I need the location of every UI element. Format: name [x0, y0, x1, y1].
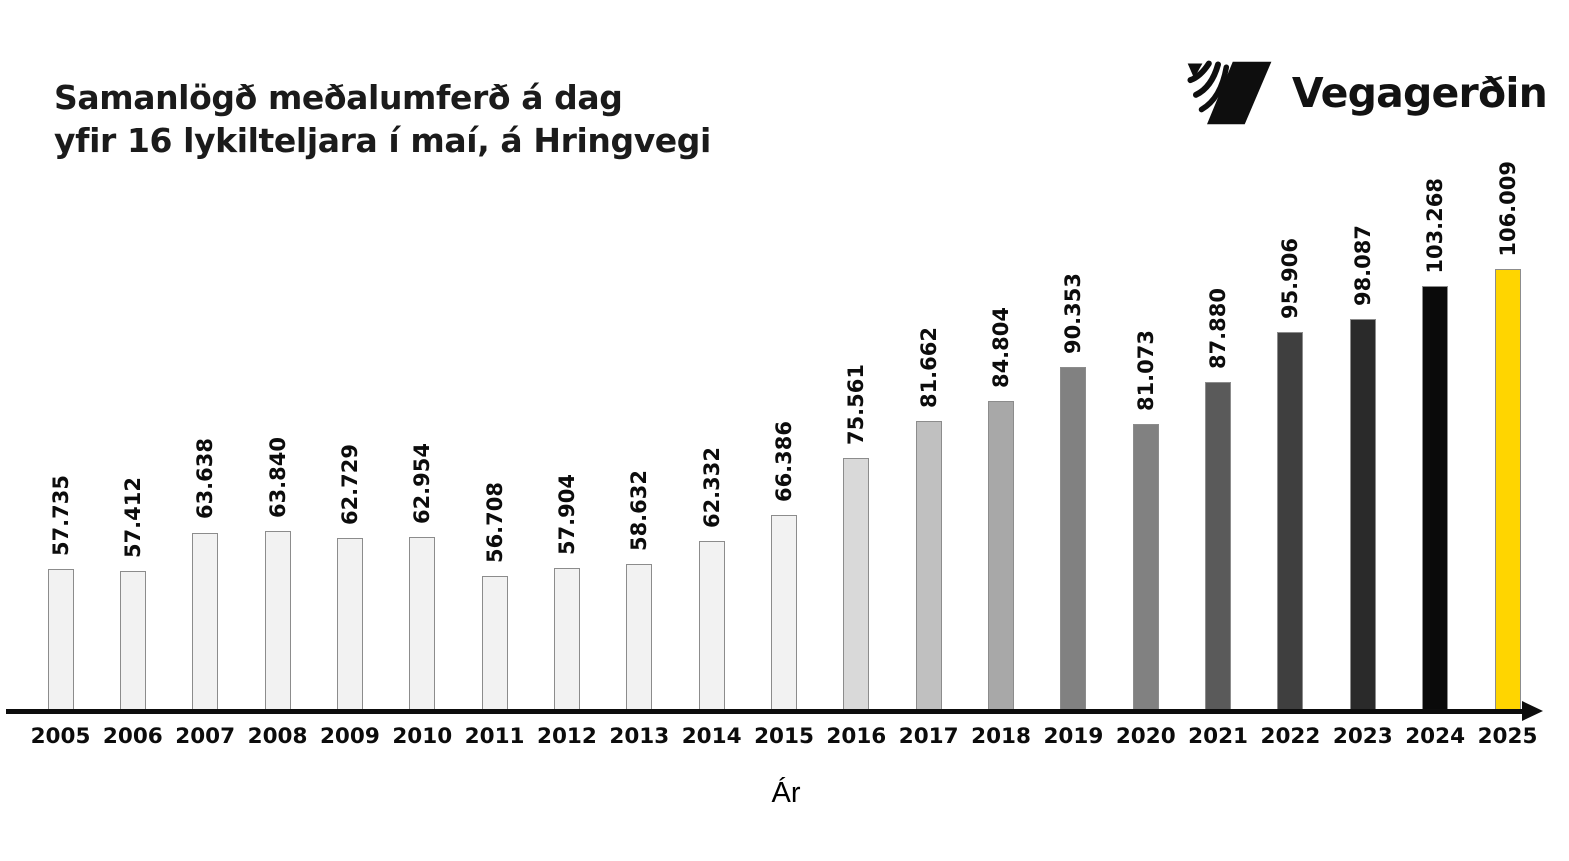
x-tick-label-2023: 2023 [1332, 724, 1393, 749]
x-tick-label-2006: 2006 [102, 724, 163, 749]
bar-value-label-2020: 81.073 [1133, 330, 1158, 412]
bar-2011 [482, 576, 508, 711]
bar-2012 [554, 568, 580, 711]
bar-value-label-2025: 106.009 [1495, 160, 1520, 257]
x-tick-label-2024: 2024 [1405, 724, 1466, 749]
bar-value-label-2022: 95.906 [1278, 238, 1303, 320]
bar-value-label-2019: 90.353 [1061, 272, 1086, 354]
bar-value-label-2006: 57.412 [120, 477, 145, 559]
vegagerdin-logo-text: Vegagerðin [1291, 69, 1547, 117]
bar-2014 [699, 541, 725, 711]
x-tick-label-2008: 2008 [247, 724, 308, 749]
bar-2007 [192, 533, 218, 711]
x-tick-label-2007: 2007 [175, 724, 236, 749]
x-tick-label-2020: 2020 [1115, 724, 1176, 749]
bar-value-label-2005: 57.735 [48, 475, 73, 557]
bar-value-label-2014: 62.332 [699, 446, 724, 528]
x-tick-label-2011: 2011 [464, 724, 525, 749]
x-tick-label-2013: 2013 [609, 724, 670, 749]
bar-value-label-2018: 84.804 [989, 307, 1014, 389]
x-axis-line [6, 709, 1524, 714]
bar-2010 [409, 537, 435, 711]
x-tick-label-2009: 2009 [319, 724, 380, 749]
x-tick-label-2005: 2005 [30, 724, 91, 749]
bar-value-label-2016: 75.561 [844, 364, 869, 446]
bar-2025 [1495, 269, 1521, 711]
x-tick-label-2017: 2017 [898, 724, 959, 749]
chart-title-line2: yfir 16 lykilteljara í maí, á Hringvegi [54, 121, 711, 160]
bar-value-label-2017: 81.662 [916, 326, 941, 408]
bar-value-label-2010: 62.954 [410, 442, 435, 524]
bar-value-label-2012: 57.904 [554, 474, 579, 556]
bar-2024 [1422, 286, 1448, 711]
bar-2016 [843, 458, 869, 711]
x-tick-label-2016: 2016 [826, 724, 887, 749]
bar-2018 [988, 401, 1014, 711]
x-tick-label-2021: 2021 [1188, 724, 1249, 749]
bar-value-label-2011: 56.708 [482, 481, 507, 563]
bar-value-label-2015: 66.386 [772, 421, 796, 503]
x-tick-label-2010: 2010 [392, 724, 453, 749]
x-tick-label-2022: 2022 [1260, 724, 1321, 749]
bar-2020 [1133, 424, 1159, 711]
bar-2022 [1277, 332, 1303, 711]
bar-value-label-2024: 103.268 [1423, 177, 1448, 274]
bar-value-label-2013: 58.632 [627, 469, 652, 551]
x-tick-label-2018: 2018 [971, 724, 1031, 749]
bar-2005 [48, 569, 74, 711]
chart-title-line1: Samanlögð meðalumferð á dag [54, 78, 623, 117]
bar-value-label-2008: 63.840 [265, 437, 290, 519]
bar-2017 [916, 421, 942, 711]
x-axis-label: Ár [771, 777, 801, 809]
bar-2023 [1350, 319, 1376, 711]
bar-value-label-2007: 63.638 [193, 438, 218, 520]
x-axis-arrowhead-icon [1522, 701, 1543, 721]
bar-2021 [1205, 382, 1231, 711]
bar-2013 [626, 564, 652, 711]
bar-2019 [1060, 367, 1086, 711]
bar-value-label-2021: 87.880 [1206, 287, 1231, 369]
x-tick-label-2025: 2025 [1477, 724, 1538, 749]
bar-2008 [265, 531, 291, 711]
bar-2009 [337, 538, 363, 711]
bar-value-label-2009: 62.729 [337, 444, 362, 526]
x-tick-label-2019: 2019 [1043, 724, 1104, 749]
x-tick-label-2012: 2012 [537, 724, 597, 749]
bar-value-label-2023: 98.087 [1350, 224, 1375, 306]
x-tick-label-2015: 2015 [754, 724, 814, 749]
bar-2015 [771, 515, 797, 711]
x-tick-label-2014: 2014 [681, 724, 742, 749]
bar-2006 [120, 571, 146, 711]
